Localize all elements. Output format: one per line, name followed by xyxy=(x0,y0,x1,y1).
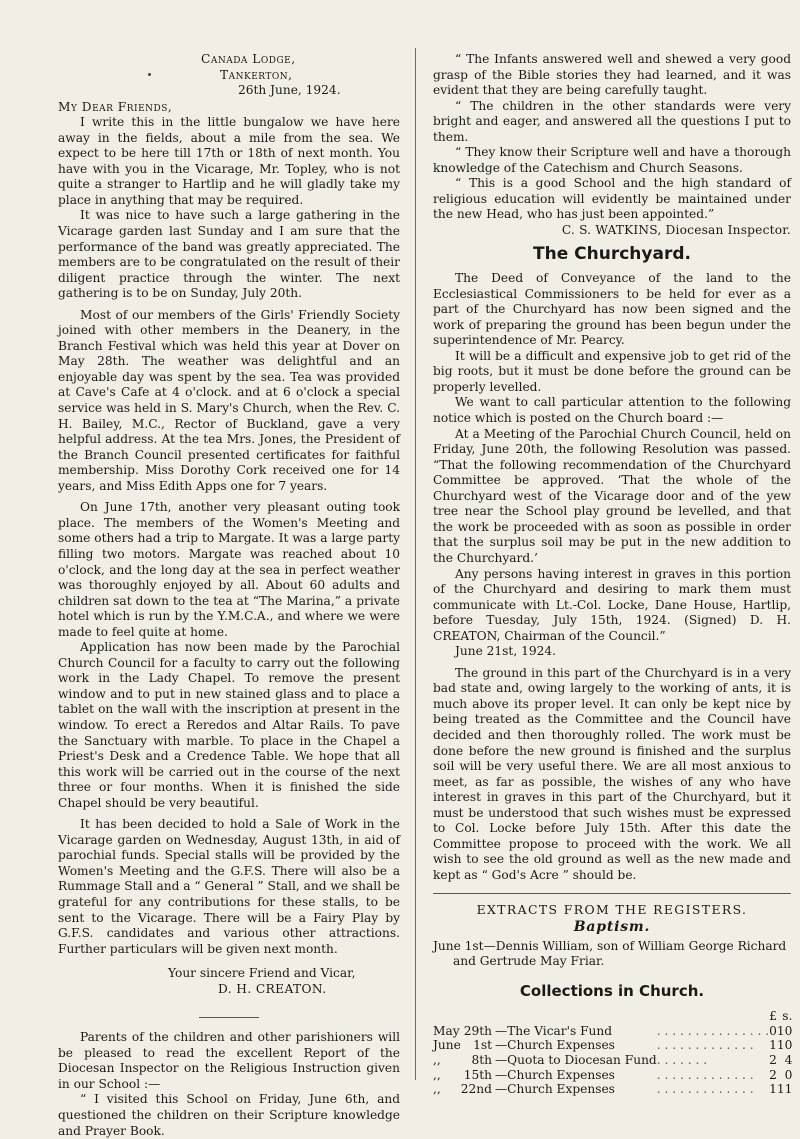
address-line-1: Canada Lodge, xyxy=(201,52,296,66)
churchyard-paragraph-2: It will be a difficult and expensive job to get rid of the big roots, but it must be done before the ground can be properly levelled. xyxy=(433,348,791,394)
collection-description: —The Vicar's Fund xyxy=(494,1023,613,1038)
address-line-2: Tankerton, xyxy=(220,67,293,82)
churchyard-notice-2: Any persons having interest in graves in this portion of the Churchyard and desiring to mark them must communicate with Lt.-Col. Locke, Dane House, Hartlip, before Tuesday, July 15th, 1924. (Signed) D. H. CREATON, Chairman of the Council.” xyxy=(433,566,791,643)
inspector-quote-5: “ This is a good School and the high standard of religious education will evidently be maintained under the new Head, who has just been appointed.” xyxy=(433,176,791,222)
shillings-column-label: s. xyxy=(782,1009,793,1024)
inspector-quote-2: “ The Infants answered well and shewed a very good grasp of the Bible stories they had learned, and it was evident that they are being carefully taught. xyxy=(433,52,791,98)
registers-heading: EXTRACTS FROM THE REGISTERS. xyxy=(476,902,748,918)
collection-description: —Church Expenses xyxy=(494,1082,615,1097)
inspector-quote-1: “ I visited this School on Friday, June 6th, and questioned the children on their Scripture knowledge and Prayer Book. xyxy=(58,1092,400,1138)
table-row: May 29th —The Vicar's Fund . . . . . . . . . . . . . . . 0 10 xyxy=(433,1023,793,1038)
section-rule xyxy=(199,1017,259,1018)
letter-signature: D. H. CREATON. xyxy=(218,981,327,996)
pounds-column-label: £ xyxy=(769,1009,777,1024)
baptism-heading: Baptism. xyxy=(573,918,651,935)
collection-day: 8th xyxy=(471,1052,492,1067)
collections-currency-row xyxy=(433,1009,792,1024)
churchyard-paragraph-1: The Deed of Conveyance of the land to the Ecclesiastical Commissioners to be held for ever as a part of the Churchyard has now been signed and the work of preparing the ground has been begun under the superintendence of Mr. Pearcy. xyxy=(433,271,791,348)
left-column xyxy=(58,52,400,1139)
collection-month: May xyxy=(433,1023,460,1038)
collection-day: 29th xyxy=(463,1023,492,1038)
table-row: June 1st —Church Expenses . . . . . . . . . . . . . 1 10 xyxy=(433,1038,793,1053)
inspector-intro: Parents of the children and other parishioners will be pleased to read the excellent Report of the Diocesan Inspector on the Religious Instruction given in our School :— xyxy=(58,1030,400,1091)
collection-day: 15th xyxy=(463,1067,492,1082)
inspector-quote-3: “ The children in the other standards were very bright and eager, and answered all the questions I put to them. xyxy=(433,98,791,144)
table-row: ,, 8th —Quota to Diocesan Fund . . . . . . . 2 4 xyxy=(433,1052,793,1067)
registers-rule xyxy=(433,893,791,894)
churchyard-notice-date: June 21st, 1924. xyxy=(455,644,556,659)
collection-description: —Church Expenses xyxy=(494,1067,615,1082)
collection-shillings: 4 xyxy=(784,1052,793,1067)
baptism-entry: June 1st—Dennis William, son of William George Richard and Gertrude May Friar. xyxy=(433,938,787,969)
table-row: ,, 22nd —Church Expenses . . . . . . . . . . . . . 1 11 xyxy=(433,1082,793,1097)
churchyard-paragraph-4: The ground in this part of the Churchyard is in a very bad state and, owing largely to the working of ants, it is much above its proper level. It can only be kept nice by being treated as the Committee and the Council have decided and then thoroughly rolled. The work must be done before the new ground is finished and the surplus soil will be very useful there. We are all most anxious to meet, as far as possible, the wishes of any who have interest in graves in this part of the Churchyard, but it must be understood that such wishes must be expressed to Col. Locke before July 15th. After this date the Committee propose to proceed with the work. We all wish to see the old ground as well as the new made and kept as “ God's Acre ” should be. xyxy=(433,665,791,882)
inspector-quote-4: “ They know their Scripture well and have a thorough knowledge of the Catechism and Church Seasons. xyxy=(433,145,791,175)
letter-paragraph-1: I write this in the little bungalow we have here away in the fields, about a mile from the sea. We expect to be here till 17th or 18th of next month. You have with you in the Vicarage, Mr. Topley, who is not quite a stranger to Hartlip and he will gladly take my place in anything that may be required. xyxy=(58,115,400,207)
collection-month: ,, xyxy=(433,1067,441,1082)
column-divider xyxy=(415,48,416,1080)
collection-day: 22nd xyxy=(460,1082,492,1097)
collection-month: June xyxy=(433,1038,461,1053)
collection-pounds: 2 xyxy=(769,1052,777,1067)
collection-day: 1st xyxy=(473,1038,492,1053)
letter-paragraph-4: On June 17th, another very pleasant outing took place. The members of the Women's Meeting and some others had a trip to Margate. It was a large party filling two motors. Margate was reached about 10 o'clock, and the long day at the sea in perfect weather was thoroughly enjoyed by all. About 60 adults and children sat down to the tea at “The Marina,” a private hotel which is run by the Y.M.C.A., and where we were made to feel quite at home. xyxy=(58,500,400,639)
collections-table xyxy=(433,1009,792,1097)
collection-month: ,, xyxy=(433,1082,441,1097)
collection-description: —Quota to Diocesan Fund xyxy=(494,1052,657,1067)
inspector-signature: C. S. WATKINS, Diocesan Inspector. xyxy=(561,223,791,238)
letter-date: 26th June, 1924. xyxy=(238,83,341,98)
collection-pounds: 1 xyxy=(769,1038,777,1053)
collection-pounds: 2 xyxy=(769,1067,777,1082)
collection-shillings: 10 xyxy=(776,1023,793,1038)
churchyard-notice-1: At a Meeting of the Parochial Church Council, held on Friday, June 20th, the following Resolution was passed. “That the following recommendation of the Churchyard Committee be approved. ‘That the whole of the Churchyard west of the Vicarage door and of the yew tree near the School play ground be levelled, and that the work be proceeded with as soon as possible in order that the surplus soil may be put in the new addition to the Churchyard.’ xyxy=(433,426,791,565)
collection-pounds: 0 xyxy=(769,1023,777,1038)
right-column xyxy=(433,52,791,1097)
letter-paragraph-5: Application has now been made by the Parochial Church Council for a faculty to carry out the following work in the Lady Chapel. To remove the present window and to put in new stained glass and to place a tablet on the wall with the inscription at present in the window. To erect a Reredos and Altar Rails. To pave the Sanctuary with marble. To place in the Chapel a Priest's Desk and a Credence Table. We hope that all this work will be carried out in the course of the next three or four months. When it is finished the side Chapel should be very beautiful. xyxy=(58,640,400,810)
letter-closing: Your sincere Friend and Vicar, xyxy=(168,966,356,981)
collection-shillings: 11 xyxy=(776,1082,793,1097)
collection-shillings: 10 xyxy=(776,1038,793,1053)
churchyard-paragraph-3: We want to call particular attention to the following notice which is posted on the Church board :— xyxy=(433,395,791,426)
collections-heading: Collections in Church. xyxy=(519,981,705,1000)
letter-paragraph-6: It has been decided to hold a Sale of Work in the Vicarage garden on Wednesday, August 13th, in aid of parochial funds. Special stalls will be provided by the Women's Meeting and the G.F.S. There will also be a Rummage Stall and a “ General ” Stall, and we shall be grateful for any contributions for these stalls, to be sent to the Vicarage. There will be a Fairy Play by G.F.S. candidates and various other attractions. Further particulars will be given next month. xyxy=(58,817,400,956)
table-row: ,, 15th —Church Expenses . . . . . . . . . . . . . 2 0 xyxy=(433,1067,793,1082)
collection-pounds: 1 xyxy=(769,1082,777,1097)
letter-paragraph-2: It was nice to have such a large gathering in the Vicarage garden last Sunday and I am sure that the performance of the band was greatly appreciated. The members are to be congratulated on the result of their diligent practice through the winter. The next gathering is to be on Sunday, July 20th. xyxy=(58,208,400,301)
collection-shillings: 0 xyxy=(784,1067,793,1082)
salutation: My Dear Friends, xyxy=(58,99,173,114)
collection-description: —Church Expenses xyxy=(494,1038,615,1053)
letter-paragraph-3: Most of our members of the Girls' Friendly Society joined with other members in the Deanery, in the Branch Festival which was held this year at Dover on May 28th. The weather was delightful and an enjoyable day was spent by the sea. Tea was provided at Cave's Cafe at 4 o'clock. and at 6 o'clock a special service was held in S. Mary's Church, when the Rev. C. H. Bailey, M.C., Rector of Buckland, gave a very helpful address. At the tea Mrs. Jones, the President of the Branch Council presented certificates for faithful membership. Miss Dorothy Cork received one for 14 years, and Miss Edith Apps one for 7 years. xyxy=(58,307,400,493)
churchyard-heading: The Churchyard. xyxy=(533,243,691,264)
collection-month: ,, xyxy=(433,1052,441,1067)
